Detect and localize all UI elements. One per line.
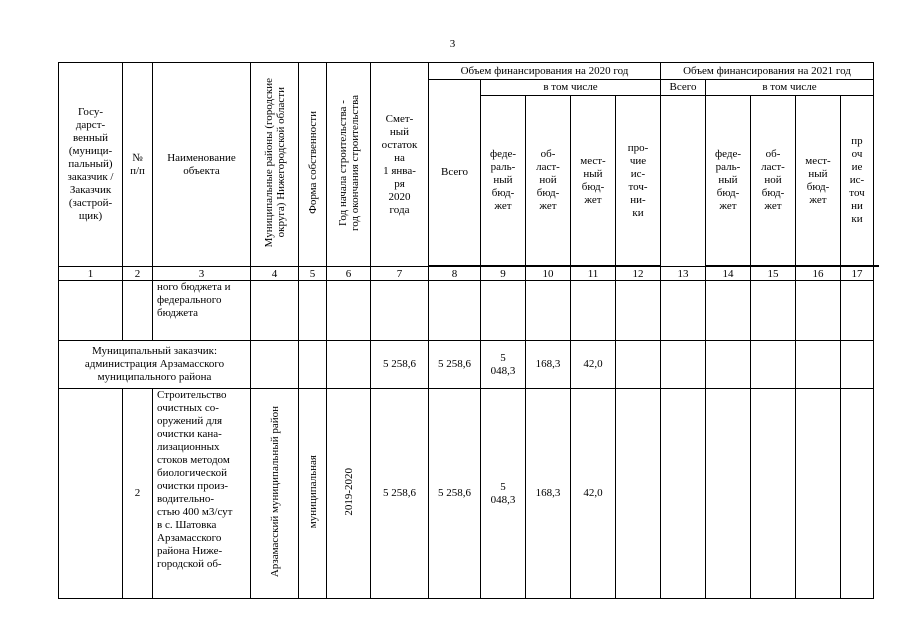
header-total-2021: Всего <box>661 80 706 96</box>
continuation-object-name: ного бюджета и федерального бюджета <box>153 281 251 341</box>
object-name: Строительство очистных со- оружений для очистки кана- лизационных стоков методом биологической очистки произ- водительно- стью 400 м3/сут в с. Шатовка Арзамасского района Ниже- городской об- <box>153 389 251 599</box>
financing-table <box>58 62 879 599</box>
column-number: 12 <box>616 267 661 281</box>
column-number: 17 <box>841 267 874 281</box>
cell <box>751 281 796 341</box>
header-spacer-cell <box>874 266 879 267</box>
column-number: 13 <box>661 267 706 281</box>
cell <box>796 281 841 341</box>
header-districts: Муниципальные районы (городские округа) Нижегородской области <box>251 63 299 267</box>
header-ownership: Форма собственности <box>299 63 327 267</box>
customer-regional-2020: 168,3 <box>526 341 571 389</box>
object-row-no: 2 <box>123 389 153 599</box>
header-other-2020: про- чие ис- точ- ни- ки <box>616 96 661 266</box>
header-including-2021: в том числе <box>706 80 874 96</box>
header-customer: Госу- дарст- венный (муници- пальный) заказчик / Заказчик (застрой- щик) <box>59 63 123 267</box>
column-number: 2 <box>123 267 153 281</box>
cell <box>59 281 123 341</box>
column-number: 14 <box>706 267 751 281</box>
column-number: 7 <box>371 267 429 281</box>
cell <box>751 389 796 599</box>
object-years: 2019-2020 <box>327 389 371 599</box>
cell <box>616 281 661 341</box>
cell <box>796 389 841 599</box>
cell <box>661 281 706 341</box>
cell <box>327 341 371 389</box>
column-number: 5 <box>299 267 327 281</box>
cell <box>841 389 874 599</box>
cell <box>429 281 481 341</box>
column-number: 11 <box>571 267 616 281</box>
customer-total-2020: 5 258,6 <box>429 341 481 389</box>
column-number: 15 <box>751 267 796 281</box>
object-total-2020: 5 258,6 <box>429 389 481 599</box>
object-regional-2020: 168,3 <box>526 389 571 599</box>
header-total-2020: Всего <box>429 80 481 266</box>
object-federal-2020: 5 048,3 <box>481 389 526 599</box>
customer-row <box>59 341 879 389</box>
cell <box>299 341 327 389</box>
header-fin-2021: Объем финансирования на 2021 год <box>661 63 874 80</box>
cell <box>123 281 153 341</box>
cell <box>481 281 526 341</box>
column-number: 16 <box>796 267 841 281</box>
column-number: 8 <box>429 267 481 281</box>
header-local-2020: мест- ный бюд- жет <box>571 96 616 266</box>
column-number: 10 <box>526 267 571 281</box>
column-number: 1 <box>59 267 123 281</box>
cell <box>299 281 327 341</box>
page-number: 3 <box>449 38 456 50</box>
column-number: 6 <box>327 267 371 281</box>
cell <box>841 281 874 341</box>
cell <box>706 281 751 341</box>
cell <box>251 341 299 389</box>
cell <box>251 281 299 341</box>
header-estimate: Смет- ный остаток на 1 янва- ря 2020 года <box>371 63 429 267</box>
cell <box>706 389 751 599</box>
header-object-name: Наименование объекта <box>153 63 251 267</box>
header-federal-2020: феде- раль- ный бюд- жет <box>481 96 526 266</box>
customer-name: Муниципальный заказчик: администрация Арзамасского муниципального района <box>59 341 251 389</box>
cell <box>571 281 616 341</box>
object-row <box>59 389 879 599</box>
cell <box>706 341 751 389</box>
header-row-no: № п/п <box>123 63 153 267</box>
cell <box>616 341 661 389</box>
header-regional-2020: об- ласт- ной бюд- жет <box>526 96 571 266</box>
cell <box>616 389 661 599</box>
header-regional-2021: об- ласт- ной бюд- жет <box>751 96 796 266</box>
continuation-row <box>59 281 879 341</box>
cell <box>327 281 371 341</box>
header-other-2021: пр оч ие ис- точ ни ки <box>841 96 874 266</box>
header-years: Год начала строительства - год окончания строительства <box>327 63 371 267</box>
object-district: Арзамасский муниципальный район <box>251 389 299 599</box>
header-total-2021-body <box>661 96 706 267</box>
header-fin-2020: Объем финансирования на 2020 год <box>429 63 661 80</box>
cell <box>841 341 874 389</box>
cell <box>796 341 841 389</box>
object-estimate: 5 258,6 <box>371 389 429 599</box>
header-including-2020: в том числе <box>481 80 661 96</box>
customer-local-2020: 42,0 <box>571 341 616 389</box>
cell <box>661 389 706 599</box>
header-row-1 <box>59 63 879 80</box>
customer-federal-2020: 5 048,3 <box>481 341 526 389</box>
column-number-row <box>59 267 879 281</box>
header-federal-2021: феде- раль- ный бюд- жет <box>706 96 751 266</box>
object-local-2020: 42,0 <box>571 389 616 599</box>
cell <box>371 281 429 341</box>
column-number: 3 <box>153 267 251 281</box>
header-local-2021: мест- ный бюд- жет <box>796 96 841 266</box>
cell <box>59 389 123 599</box>
customer-estimate: 5 258,6 <box>371 341 429 389</box>
cell <box>661 341 706 389</box>
cell <box>751 341 796 389</box>
column-number: 4 <box>251 267 299 281</box>
column-number: 9 <box>481 267 526 281</box>
object-ownership: муниципальная <box>299 389 327 599</box>
cell <box>526 281 571 341</box>
